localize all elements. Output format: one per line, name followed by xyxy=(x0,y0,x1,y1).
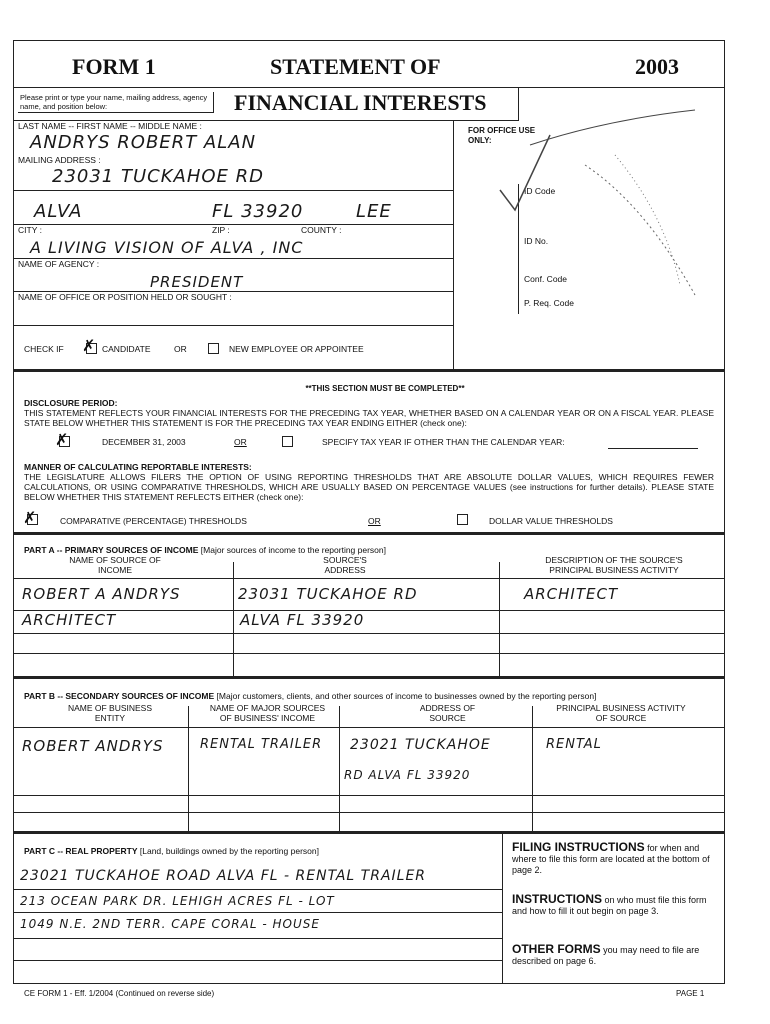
instructions: INSTRUCTIONS on who must file this form and how to fill it out begin on page 3. xyxy=(512,892,707,916)
id-code-label: ID Code xyxy=(524,186,556,196)
part-b-col1-header: NAME OF BUSINESS ENTITY xyxy=(67,703,153,723)
part-b-row1-address[interactable]: 23021 TUCKAHOE xyxy=(350,737,491,753)
part-a-row2-address[interactable]: ALVA FL 33920 xyxy=(240,611,365,629)
or-label-2: OR xyxy=(234,437,247,447)
manner-text: THE LEGISLATURE ALLOWS FILERS THE OPTION OF USING REPORTING THRESHOLDS THAT ARE ABSOLUTE DOLLAR VALUES, WHICH REQUIRES FEWER CALCULATIONS, OR USING COMPARATIVE THRESHOLDS, WHICH ARE USUALLY BASED ON PERCENTAGE VALUES (see instructions for further details). PLEASE STATE BELOW WHETHER THIS STATEMENT REFLECTS EITHER (check one): xyxy=(24,472,714,502)
other-year-checkbox[interactable] xyxy=(282,436,293,447)
check-if-label: CHECK IF xyxy=(24,344,64,354)
part-c-row3[interactable]: 1049 N.E. 2ND TERR. CAPE CORAL - HOUSE xyxy=(20,917,320,931)
specify-label: SPECIFY TAX YEAR IF OTHER THAN THE CALENDAR YEAR: xyxy=(322,437,565,447)
must-complete-label: **THIS SECTION MUST BE COMPLETED** xyxy=(305,384,465,393)
zip-label: ZIP : xyxy=(212,225,230,235)
part-b-row2-address[interactable]: RD ALVA FL 33920 xyxy=(344,768,471,782)
comparative-check-mark: ✗ xyxy=(23,508,37,527)
dec31-label: DECEMBER 31, 2003 xyxy=(102,437,186,447)
city-label: CITY : xyxy=(18,225,42,235)
specify-year-field[interactable] xyxy=(608,448,698,449)
conf-code-label: Conf. Code xyxy=(524,274,567,284)
zip-value[interactable]: FL 33920 xyxy=(212,201,304,222)
part-c-row1[interactable]: 23021 TUCKAHOE ROAD ALVA FL - RENTAL TRAILER xyxy=(20,868,427,884)
form-title: FORM 1 xyxy=(72,54,156,79)
p-req-code-label: P. Req. Code xyxy=(524,298,574,308)
statement-title-1: STATEMENT OF xyxy=(270,54,441,79)
position-label: NAME OF OFFICE OR POSITION HELD OR SOUGHT : xyxy=(18,292,232,302)
part-b-title: PART B -- SECONDARY SOURCES OF INCOME [Major customers, clients, and other sources of income to businesses owned by the reporting person] xyxy=(24,691,597,701)
dollar-checkbox[interactable] xyxy=(457,514,468,525)
filing-instructions: FILING INSTRUCTIONS for when and where to file this form are located at the bottom of page 2. xyxy=(512,840,710,875)
part-a-row1-name[interactable]: ROBERT A ANDRYS xyxy=(22,585,181,603)
id-no-label: ID No. xyxy=(524,236,549,246)
for-office-label: FOR OFFICE USE ONLY: xyxy=(468,126,536,145)
agency-label: NAME OF AGENCY : xyxy=(18,259,100,269)
part-a-row1-address[interactable]: 23031 TUCKAHOE RD xyxy=(238,585,418,603)
mailing-value[interactable]: 23031 TUCKAHOE RD xyxy=(52,166,265,187)
part-b-col4-header: PRINCIPAL BUSINESS ACTIVITY OF SOURCE xyxy=(556,703,686,723)
period-text: THIS STATEMENT REFLECTS YOUR FINANCIAL INTERESTS FOR THE PRECEDING TAX YEAR, WHETHER BASED ON A CALENDAR YEAR OR ON A FISCAL YEAR. PLEASE STATE BELOW WHETHER THIS STATEMENT IS FOR THE PRECEDING TAX YEAR ENDING EITHER (check one): xyxy=(24,408,714,428)
mailing-label: MAILING ADDRESS : xyxy=(18,155,101,165)
county-value[interactable]: LEE xyxy=(356,201,392,222)
candidate-check-mark: ✗ xyxy=(82,336,96,355)
other-forms: OTHER FORMS you may need to file are described on page 6. xyxy=(512,942,700,966)
part-b-row1-source[interactable]: RENTAL TRAILER xyxy=(200,737,323,752)
candidate-label: CANDIDATE xyxy=(102,344,151,354)
period-label: DISCLOSURE PERIOD: xyxy=(24,398,118,408)
print-instruction: Please print or type your name, mailing address, agency name, and position below: xyxy=(18,92,214,113)
form-year: 2003 xyxy=(635,54,679,79)
statement-title-2: FINANCIAL INTERESTS xyxy=(234,90,487,115)
name-value[interactable]: ANDRYS ROBERT ALAN xyxy=(30,132,257,153)
part-c-row2[interactable]: 213 OCEAN PARK DR. LEHIGH ACRES FL - LOT xyxy=(20,894,335,908)
name-label: LAST NAME -- FIRST NAME -- MIDDLE NAME : xyxy=(18,121,202,131)
dollar-label: DOLLAR VALUE THRESHOLDS xyxy=(489,516,613,526)
county-label: COUNTY : xyxy=(301,225,342,235)
part-b-col2-header: NAME OF MAJOR SOURCES OF BUSINESS' INCOME xyxy=(209,703,326,723)
agency-value[interactable]: A LIVING VISION OF ALVA , INC xyxy=(30,238,304,257)
new-employee-label: NEW EMPLOYEE OR APPOINTEE xyxy=(229,344,364,354)
part-a-col2-header: SOURCE'S ADDRESS xyxy=(323,555,367,575)
received-stamp xyxy=(455,95,705,345)
part-a-col1-header: NAME OF SOURCE OF INCOME xyxy=(69,555,161,575)
footer-page: PAGE 1 xyxy=(676,989,705,998)
footer-left: CE FORM 1 - Eff. 1/2004 (Continued on reverse side) xyxy=(24,989,215,998)
new-employee-checkbox[interactable] xyxy=(208,343,219,354)
part-a-row2-name[interactable]: ARCHITECT xyxy=(22,611,117,629)
part-a-row1-activity[interactable]: ARCHITECT xyxy=(524,585,619,603)
part-b-row1-activity[interactable]: RENTAL xyxy=(546,737,602,752)
part-a-title: PART A -- PRIMARY SOURCES OF INCOME [Major sources of income to the reporting person] xyxy=(24,545,386,555)
or-label-3: OR xyxy=(368,516,381,526)
part-a-col3-header: DESCRIPTION OF THE SOURCE'S PRINCIPAL BUSINESS ACTIVITY xyxy=(545,555,683,575)
city-value[interactable]: ALVA xyxy=(34,201,83,222)
part-b-row1-entity[interactable]: ROBERT ANDRYS xyxy=(22,737,164,755)
or-label-1: OR xyxy=(174,344,187,354)
dec31-check-mark: ✗ xyxy=(55,430,69,449)
part-b-col3-header: ADDRESS OF SOURCE xyxy=(419,703,476,723)
comparative-label: COMPARATIVE (PERCENTAGE) THRESHOLDS xyxy=(60,516,247,526)
part-c-title: PART C -- REAL PROPERTY [Land, buildings owned by the reporting person] xyxy=(24,846,319,856)
position-value[interactable]: PRESIDENT xyxy=(150,273,244,291)
manner-label: MANNER OF CALCULATING REPORTABLE INTERESTS: xyxy=(24,462,252,472)
